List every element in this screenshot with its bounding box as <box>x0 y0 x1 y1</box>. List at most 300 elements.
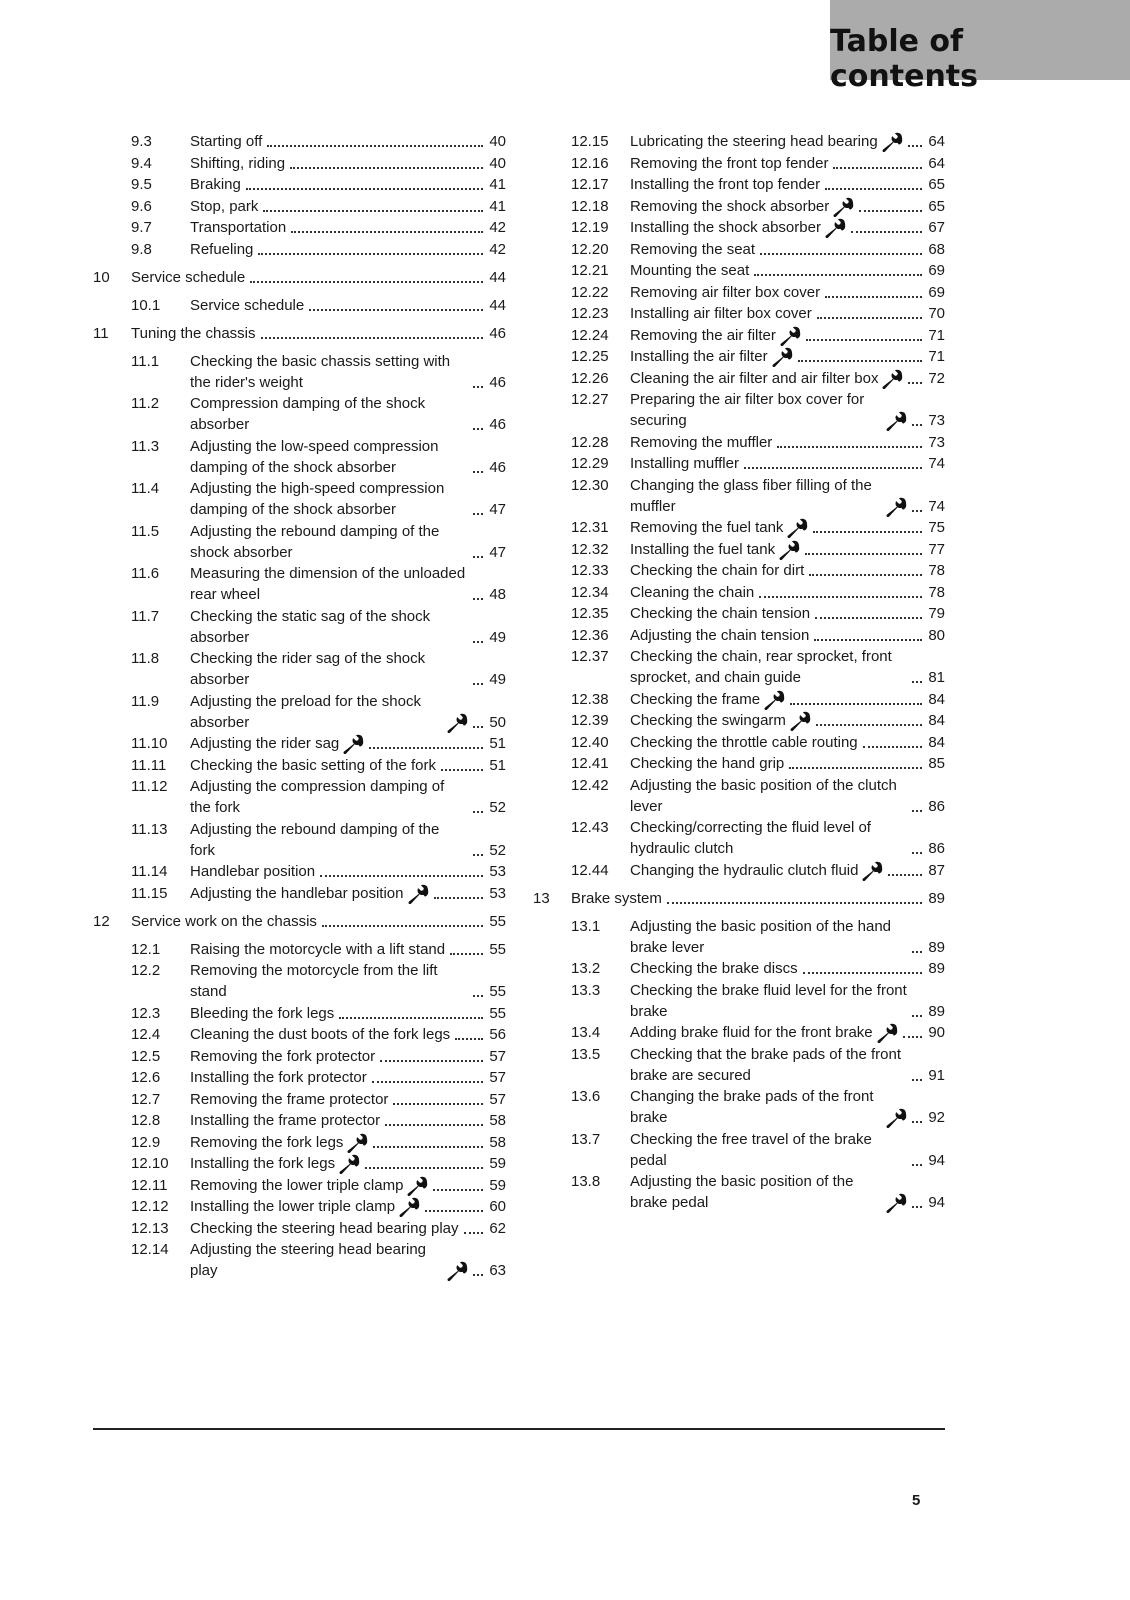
section-number: 13.7 <box>571 1130 601 1148</box>
toc-entry[interactable] <box>533 131 945 152</box>
page-ref: 40 <box>489 154 506 172</box>
toc-entry[interactable] <box>93 436 506 478</box>
entry-title: Checking that the brake pads of the front brake are secured <box>630 1045 902 1084</box>
page-ref: 74 <box>928 455 945 472</box>
section-number: 12.1 <box>131 940 161 958</box>
toc-entry[interactable] <box>533 689 945 710</box>
page-ref: 69 <box>928 262 945 279</box>
entry-title: Adjusting the basic position of the hand brake lever <box>630 917 892 956</box>
wrench-icon <box>824 218 846 238</box>
toc-entry[interactable] <box>93 648 506 690</box>
dot-leader <box>473 513 483 515</box>
toc-entry[interactable] <box>533 753 945 774</box>
dot-leader <box>859 210 922 212</box>
dot-leader <box>263 210 483 212</box>
toc-entry[interactable] <box>533 368 945 389</box>
section-number: 11.14 <box>131 863 168 880</box>
section-number: 12.23 <box>571 305 609 322</box>
page-ref: 64 <box>928 133 945 150</box>
section-number: 12.43 <box>571 819 609 836</box>
page-ref: 73 <box>928 412 945 429</box>
page-ref: 57 <box>489 1047 506 1065</box>
toc-entry[interactable] <box>533 817 945 859</box>
page-ref: 92 <box>928 1109 945 1126</box>
toc-entry[interactable] <box>533 1171 945 1213</box>
section-number: 12 <box>93 912 110 930</box>
toc-entry[interactable] <box>93 1175 506 1196</box>
page-ref: 62 <box>489 1219 506 1237</box>
entry-title: Removing the air filter <box>630 326 776 344</box>
page-ref: 46 <box>489 458 506 476</box>
toc-entry[interactable] <box>93 295 506 316</box>
section-number: 9.7 <box>131 219 152 236</box>
toc-entry[interactable] <box>93 1067 506 1088</box>
toc-column-left <box>93 131 506 1282</box>
wrench-icon <box>881 369 903 389</box>
dot-leader <box>888 874 922 876</box>
toc-entry[interactable] <box>93 131 506 152</box>
dot-leader <box>473 471 483 473</box>
dot-leader <box>473 641 483 643</box>
page-ref: 65 <box>928 197 945 215</box>
entry-title: Tuning the chassis <box>131 324 256 342</box>
entry-title: Removing air filter box cover <box>630 283 821 301</box>
entry-title: Adjusting the high-speed compression damping of the shock absorber <box>190 480 445 518</box>
toc-entry[interactable] <box>533 260 945 281</box>
page-ref: 77 <box>928 540 945 558</box>
section-number: 12.18 <box>571 197 609 215</box>
section-number: 11.12 <box>131 778 168 795</box>
wrench-icon <box>876 1023 898 1043</box>
section-number: 12.42 <box>571 776 609 794</box>
dot-leader <box>320 875 483 877</box>
section-number: 9.8 <box>131 240 152 258</box>
entry-title: Handlebar position <box>190 863 316 880</box>
section-number: 11.15 <box>131 884 168 902</box>
wrench-icon <box>338 1154 360 1174</box>
dot-leader <box>789 767 922 769</box>
section-number: 9.5 <box>131 176 152 193</box>
toc-entry[interactable] <box>93 960 506 1002</box>
section-number: 12.25 <box>571 348 609 365</box>
dot-leader <box>912 852 922 854</box>
entry-title: Adding brake fluid for the front brake <box>630 1024 873 1041</box>
page-ref: 42 <box>489 240 506 258</box>
entry-title: Checking the chain for dirt <box>630 562 805 579</box>
dot-leader <box>339 1017 483 1019</box>
page-ref: 94 <box>928 1151 945 1169</box>
dot-leader <box>473 428 483 430</box>
wrench-icon <box>446 1261 468 1281</box>
page-ref: 41 <box>489 197 506 215</box>
page-ref: 80 <box>928 626 945 644</box>
entry-title: Changing the brake pads of the front brake <box>630 1088 874 1126</box>
page-ref: 48 <box>489 586 506 603</box>
wrench-icon <box>346 1133 368 1153</box>
dot-leader <box>908 145 922 147</box>
toc-entry[interactable] <box>93 563 506 605</box>
section-number: 11.1 <box>131 352 160 370</box>
wrench-icon <box>885 1108 907 1128</box>
toc-entry[interactable] <box>93 755 506 776</box>
dot-leader <box>759 596 922 598</box>
dot-leader <box>261 337 483 339</box>
page-ref: 42 <box>489 219 506 236</box>
section-number: 11.7 <box>131 607 160 625</box>
toc-entry[interactable] <box>93 939 506 960</box>
page-ref: 55 <box>489 912 506 930</box>
section-number: 12.24 <box>571 326 609 344</box>
dot-leader <box>473 598 483 600</box>
dot-leader <box>777 446 922 448</box>
entry-title: Braking <box>190 176 241 193</box>
page-ref: 71 <box>928 348 945 365</box>
toc-entry[interactable] <box>93 819 506 861</box>
page-ref: 94 <box>928 1194 945 1211</box>
dot-leader <box>425 1210 483 1212</box>
section-number: 12.9 <box>131 1133 161 1151</box>
entry-title: Removing the lower triple clamp <box>190 1176 404 1194</box>
entry-title: Service work on the chassis <box>131 912 317 930</box>
page-ref: 89 <box>928 1002 945 1020</box>
toc-entry[interactable] <box>533 775 945 817</box>
dot-leader <box>825 188 922 190</box>
toc-entry[interactable] <box>533 389 945 431</box>
section-number: 12.33 <box>571 562 609 579</box>
section-number: 12.39 <box>571 712 609 729</box>
page-ref: 55 <box>489 940 506 958</box>
toc-entry[interactable] <box>533 860 945 881</box>
dot-leader <box>250 281 483 283</box>
page-ref: 41 <box>489 176 506 193</box>
section-number: 13.5 <box>571 1045 601 1063</box>
page-ref: 65 <box>928 176 945 193</box>
toc-entry[interactable] <box>533 475 945 517</box>
wrench-icon <box>342 734 364 754</box>
section-number: 12.26 <box>571 369 609 387</box>
page-ref: 73 <box>928 433 945 451</box>
toc-entry[interactable] <box>533 603 945 624</box>
page-ref: 46 <box>489 373 506 391</box>
toc-entry[interactable] <box>93 606 506 648</box>
entry-title: Checking the basic chassis setting with the rider's weight <box>190 352 451 391</box>
page-ref: 86 <box>928 840 945 857</box>
dot-leader <box>814 639 922 641</box>
page-ref: 51 <box>489 756 506 774</box>
toc-chapter[interactable] <box>533 888 945 909</box>
toc-entry[interactable] <box>533 1129 945 1171</box>
toc-entry[interactable] <box>533 646 945 688</box>
toc-entry[interactable] <box>533 582 945 603</box>
section-number: 12.41 <box>571 755 609 772</box>
toc-entry[interactable] <box>93 883 506 904</box>
entry-title: Installing the frame protector <box>190 1112 381 1129</box>
section-number: 13.8 <box>571 1173 601 1190</box>
page-ref: 59 <box>489 1155 506 1172</box>
entry-title: Removing the shock absorber <box>630 197 830 215</box>
toc-entry[interactable] <box>533 217 945 238</box>
entry-title: Checking the free travel of the brake pedal <box>630 1130 872 1169</box>
section-number: 12.10 <box>131 1155 169 1172</box>
dot-leader <box>373 1146 483 1148</box>
page-ref: 89 <box>928 889 945 907</box>
toc-entry[interactable] <box>533 1086 945 1128</box>
entry-title: Adjusting the compression damping of the fork <box>190 778 445 816</box>
entry-title: Removing the seat <box>630 240 756 258</box>
entry-title: Installing air filter box cover <box>630 305 812 322</box>
dot-leader <box>309 309 483 311</box>
toc-entry[interactable] <box>93 153 506 174</box>
dot-leader <box>473 386 483 388</box>
toc-entry[interactable] <box>93 1196 506 1217</box>
page-ref: 44 <box>489 296 506 314</box>
toc-entry[interactable] <box>533 1044 945 1086</box>
dot-leader <box>322 925 483 927</box>
dot-leader <box>912 1079 922 1081</box>
toc-entry[interactable] <box>93 351 506 393</box>
section-number: 12.4 <box>131 1026 161 1043</box>
entry-title: Compression damping of the shock absorber <box>190 395 426 433</box>
toc-entry[interactable] <box>93 733 506 754</box>
toc-entry[interactable] <box>533 174 945 195</box>
dot-leader <box>912 1164 922 1166</box>
entry-title: Adjusting the rider sag <box>190 735 340 752</box>
wrench-icon <box>407 884 429 904</box>
page-ref: 67 <box>928 219 945 236</box>
toc-entry[interactable] <box>93 1024 506 1045</box>
toc-entry[interactable] <box>93 1046 506 1067</box>
page-ref: 47 <box>489 543 506 561</box>
entry-title: Stop, park <box>190 197 259 215</box>
section-number: 11.2 <box>131 395 160 412</box>
entry-title: Adjusting the preload for the shock absorber <box>190 692 421 731</box>
toc-entry[interactable] <box>93 1153 506 1174</box>
entry-title: Checking the chain tension <box>630 605 811 622</box>
toc-entry[interactable] <box>533 539 945 560</box>
wrench-icon <box>885 497 907 517</box>
section-number: 13.3 <box>571 981 601 999</box>
toc-entry[interactable] <box>93 691 506 733</box>
page-ref: 53 <box>489 863 506 880</box>
section-number: 12.19 <box>571 219 609 236</box>
page-ref: 49 <box>489 671 506 688</box>
toc-entry[interactable] <box>93 1218 506 1239</box>
dot-leader <box>912 951 922 953</box>
toc-chapter[interactable] <box>93 267 506 288</box>
page-ref: 87 <box>928 861 945 879</box>
toc-entry[interactable] <box>533 282 945 303</box>
section-number: 13 <box>533 889 550 907</box>
entry-title: Lubricating the steering head bearing <box>630 133 878 150</box>
section-number: 12.11 <box>131 1176 168 1194</box>
dot-leader <box>473 726 483 728</box>
section-number: 12.28 <box>571 433 609 451</box>
page-ref: 72 <box>928 369 945 387</box>
entry-title: Installing the fork protector <box>190 1069 367 1086</box>
page-ref: 50 <box>489 713 506 731</box>
toc-entry[interactable] <box>93 1132 506 1153</box>
toc-entry[interactable] <box>93 1089 506 1110</box>
toc-entry[interactable] <box>93 478 506 520</box>
page-ref: 85 <box>928 755 945 772</box>
dot-leader <box>908 382 922 384</box>
entry-title: Checking the basic setting of the fork <box>190 756 436 774</box>
section-number: 12.31 <box>571 519 609 536</box>
entry-title: Service schedule <box>190 296 305 314</box>
entry-title: Adjusting the steering head bearing play <box>190 1241 427 1279</box>
entry-title: Checking the frame <box>630 690 761 708</box>
wrench-icon <box>789 711 811 731</box>
section-number: 12.14 <box>131 1241 169 1258</box>
page-number: 5 <box>912 1492 921 1509</box>
entry-title: Removing the motorcycle from the lift stand <box>190 962 438 1000</box>
entry-title: Removing the frame protector <box>190 1090 389 1108</box>
toc-entry[interactable] <box>533 560 945 581</box>
page-ref: 69 <box>928 283 945 301</box>
toc-entry[interactable] <box>533 517 945 538</box>
entry-title: Adjusting the handlebar position <box>190 884 404 902</box>
page-ref: 74 <box>928 497 945 515</box>
toc-entry[interactable] <box>533 453 945 474</box>
dot-leader <box>455 1038 483 1040</box>
toc-entry[interactable] <box>533 196 945 217</box>
dot-leader <box>809 574 922 576</box>
toc-entry[interactable] <box>533 432 945 453</box>
toc-entry[interactable] <box>533 625 945 646</box>
page-ref: 64 <box>928 154 945 172</box>
wrench-icon <box>763 690 785 710</box>
entry-title: Checking the throttle cable routing <box>630 733 858 751</box>
dot-leader <box>365 1167 483 1169</box>
section-number: 12.7 <box>131 1090 161 1108</box>
toc-entry[interactable] <box>93 174 506 195</box>
toc-chapter[interactable] <box>93 323 506 344</box>
toc-entry[interactable] <box>93 239 506 260</box>
section-number: 13.4 <box>571 1024 601 1041</box>
toc-entry[interactable] <box>533 710 945 731</box>
page-ref: 71 <box>928 326 945 344</box>
section-number: 12.36 <box>571 626 609 644</box>
page-ref: 46 <box>489 324 506 342</box>
dot-leader <box>790 703 922 705</box>
section-number: 12.44 <box>571 861 609 879</box>
section-number: 9.3 <box>131 133 152 150</box>
entry-title: Checking the swingarm <box>630 712 786 729</box>
toc-entry[interactable] <box>533 1022 945 1043</box>
entry-title: Cleaning the chain <box>630 583 755 601</box>
section-number: 12.8 <box>131 1112 161 1129</box>
dot-leader <box>912 1121 922 1123</box>
dot-leader <box>380 1060 483 1062</box>
page-ref: 40 <box>489 133 506 150</box>
page-ref: 55 <box>489 1004 506 1022</box>
dot-leader <box>473 556 483 558</box>
entry-title: Installing the air filter <box>630 348 768 365</box>
section-number: 12.38 <box>571 690 609 708</box>
section-number: 11.9 <box>131 692 160 710</box>
entry-title: Removing the fork legs <box>190 1133 344 1151</box>
wrench-icon <box>446 713 468 733</box>
entry-title: Removing the fork protector <box>190 1047 376 1065</box>
toc-entry[interactable] <box>93 1110 506 1131</box>
entry-title: Cleaning the dust boots of the fork legs <box>190 1026 451 1043</box>
entry-title: Adjusting the rebound damping of the shock absorber <box>190 522 440 561</box>
toc-chapter[interactable] <box>93 911 506 932</box>
section-number: 13.2 <box>571 960 601 977</box>
toc-entry[interactable] <box>533 732 945 753</box>
page-ref: 53 <box>489 884 506 902</box>
toc-entry[interactable] <box>93 521 506 563</box>
page-ref: 84 <box>928 712 945 729</box>
toc-entry[interactable] <box>533 153 945 174</box>
entry-title: Checking the hand grip <box>630 755 785 772</box>
dot-leader <box>912 681 922 683</box>
toc-entry[interactable] <box>533 980 945 1022</box>
dot-leader <box>290 167 483 169</box>
page-ref: 51 <box>489 735 506 752</box>
section-number: 12.13 <box>131 1219 169 1237</box>
toc-entry[interactable] <box>93 196 506 217</box>
toc-entry[interactable] <box>533 303 945 324</box>
page-ref: 81 <box>928 669 945 686</box>
dot-leader <box>903 1036 922 1038</box>
dot-leader <box>806 339 922 341</box>
section-number: 11.5 <box>131 522 160 540</box>
entry-title: Removing the muffler <box>630 433 773 451</box>
toc-entry[interactable] <box>93 217 506 238</box>
dot-leader <box>434 897 484 899</box>
entry-title: Preparing the air filter box cover for securing <box>630 391 865 429</box>
page-ref: 90 <box>928 1024 945 1041</box>
toc-entry[interactable] <box>533 958 945 979</box>
dot-leader <box>912 1015 922 1017</box>
page-ref: 91 <box>928 1066 945 1084</box>
section-number: 12.12 <box>131 1198 169 1215</box>
dot-leader <box>851 231 922 233</box>
dot-leader <box>369 747 483 749</box>
page-ref: 57 <box>489 1090 506 1108</box>
section-number: 12.6 <box>131 1069 161 1086</box>
toc-entry[interactable] <box>93 776 506 818</box>
dot-leader <box>912 424 922 426</box>
dot-leader <box>833 167 922 169</box>
dot-leader <box>760 253 922 255</box>
section-number: 11.13 <box>131 820 168 838</box>
toc-entry[interactable] <box>533 239 945 260</box>
dot-leader <box>825 296 922 298</box>
toc-entry[interactable] <box>533 325 945 346</box>
dot-leader <box>473 683 483 685</box>
toc-entry[interactable] <box>93 1239 506 1281</box>
section-number: 12.15 <box>571 133 609 150</box>
dot-leader <box>450 953 483 955</box>
section-number: 12.2 <box>131 962 161 979</box>
wrench-icon <box>861 861 883 881</box>
toc-entry[interactable] <box>533 346 945 367</box>
toc-entry[interactable] <box>533 916 945 958</box>
toc-entry[interactable] <box>93 393 506 435</box>
dot-leader <box>744 467 922 469</box>
entry-title: Checking the steering head bearing play <box>190 1219 459 1237</box>
section-number: 11.4 <box>131 480 160 497</box>
page-ref: 78 <box>928 583 945 601</box>
entry-title: Cleaning the air filter and air filter box <box>630 369 879 387</box>
dot-leader <box>803 972 922 974</box>
entry-title: Changing the glass fiber filling of the muffler <box>630 476 872 515</box>
toc-entry[interactable] <box>93 861 506 882</box>
toc-entry[interactable] <box>93 1003 506 1024</box>
dot-leader <box>433 1189 483 1191</box>
